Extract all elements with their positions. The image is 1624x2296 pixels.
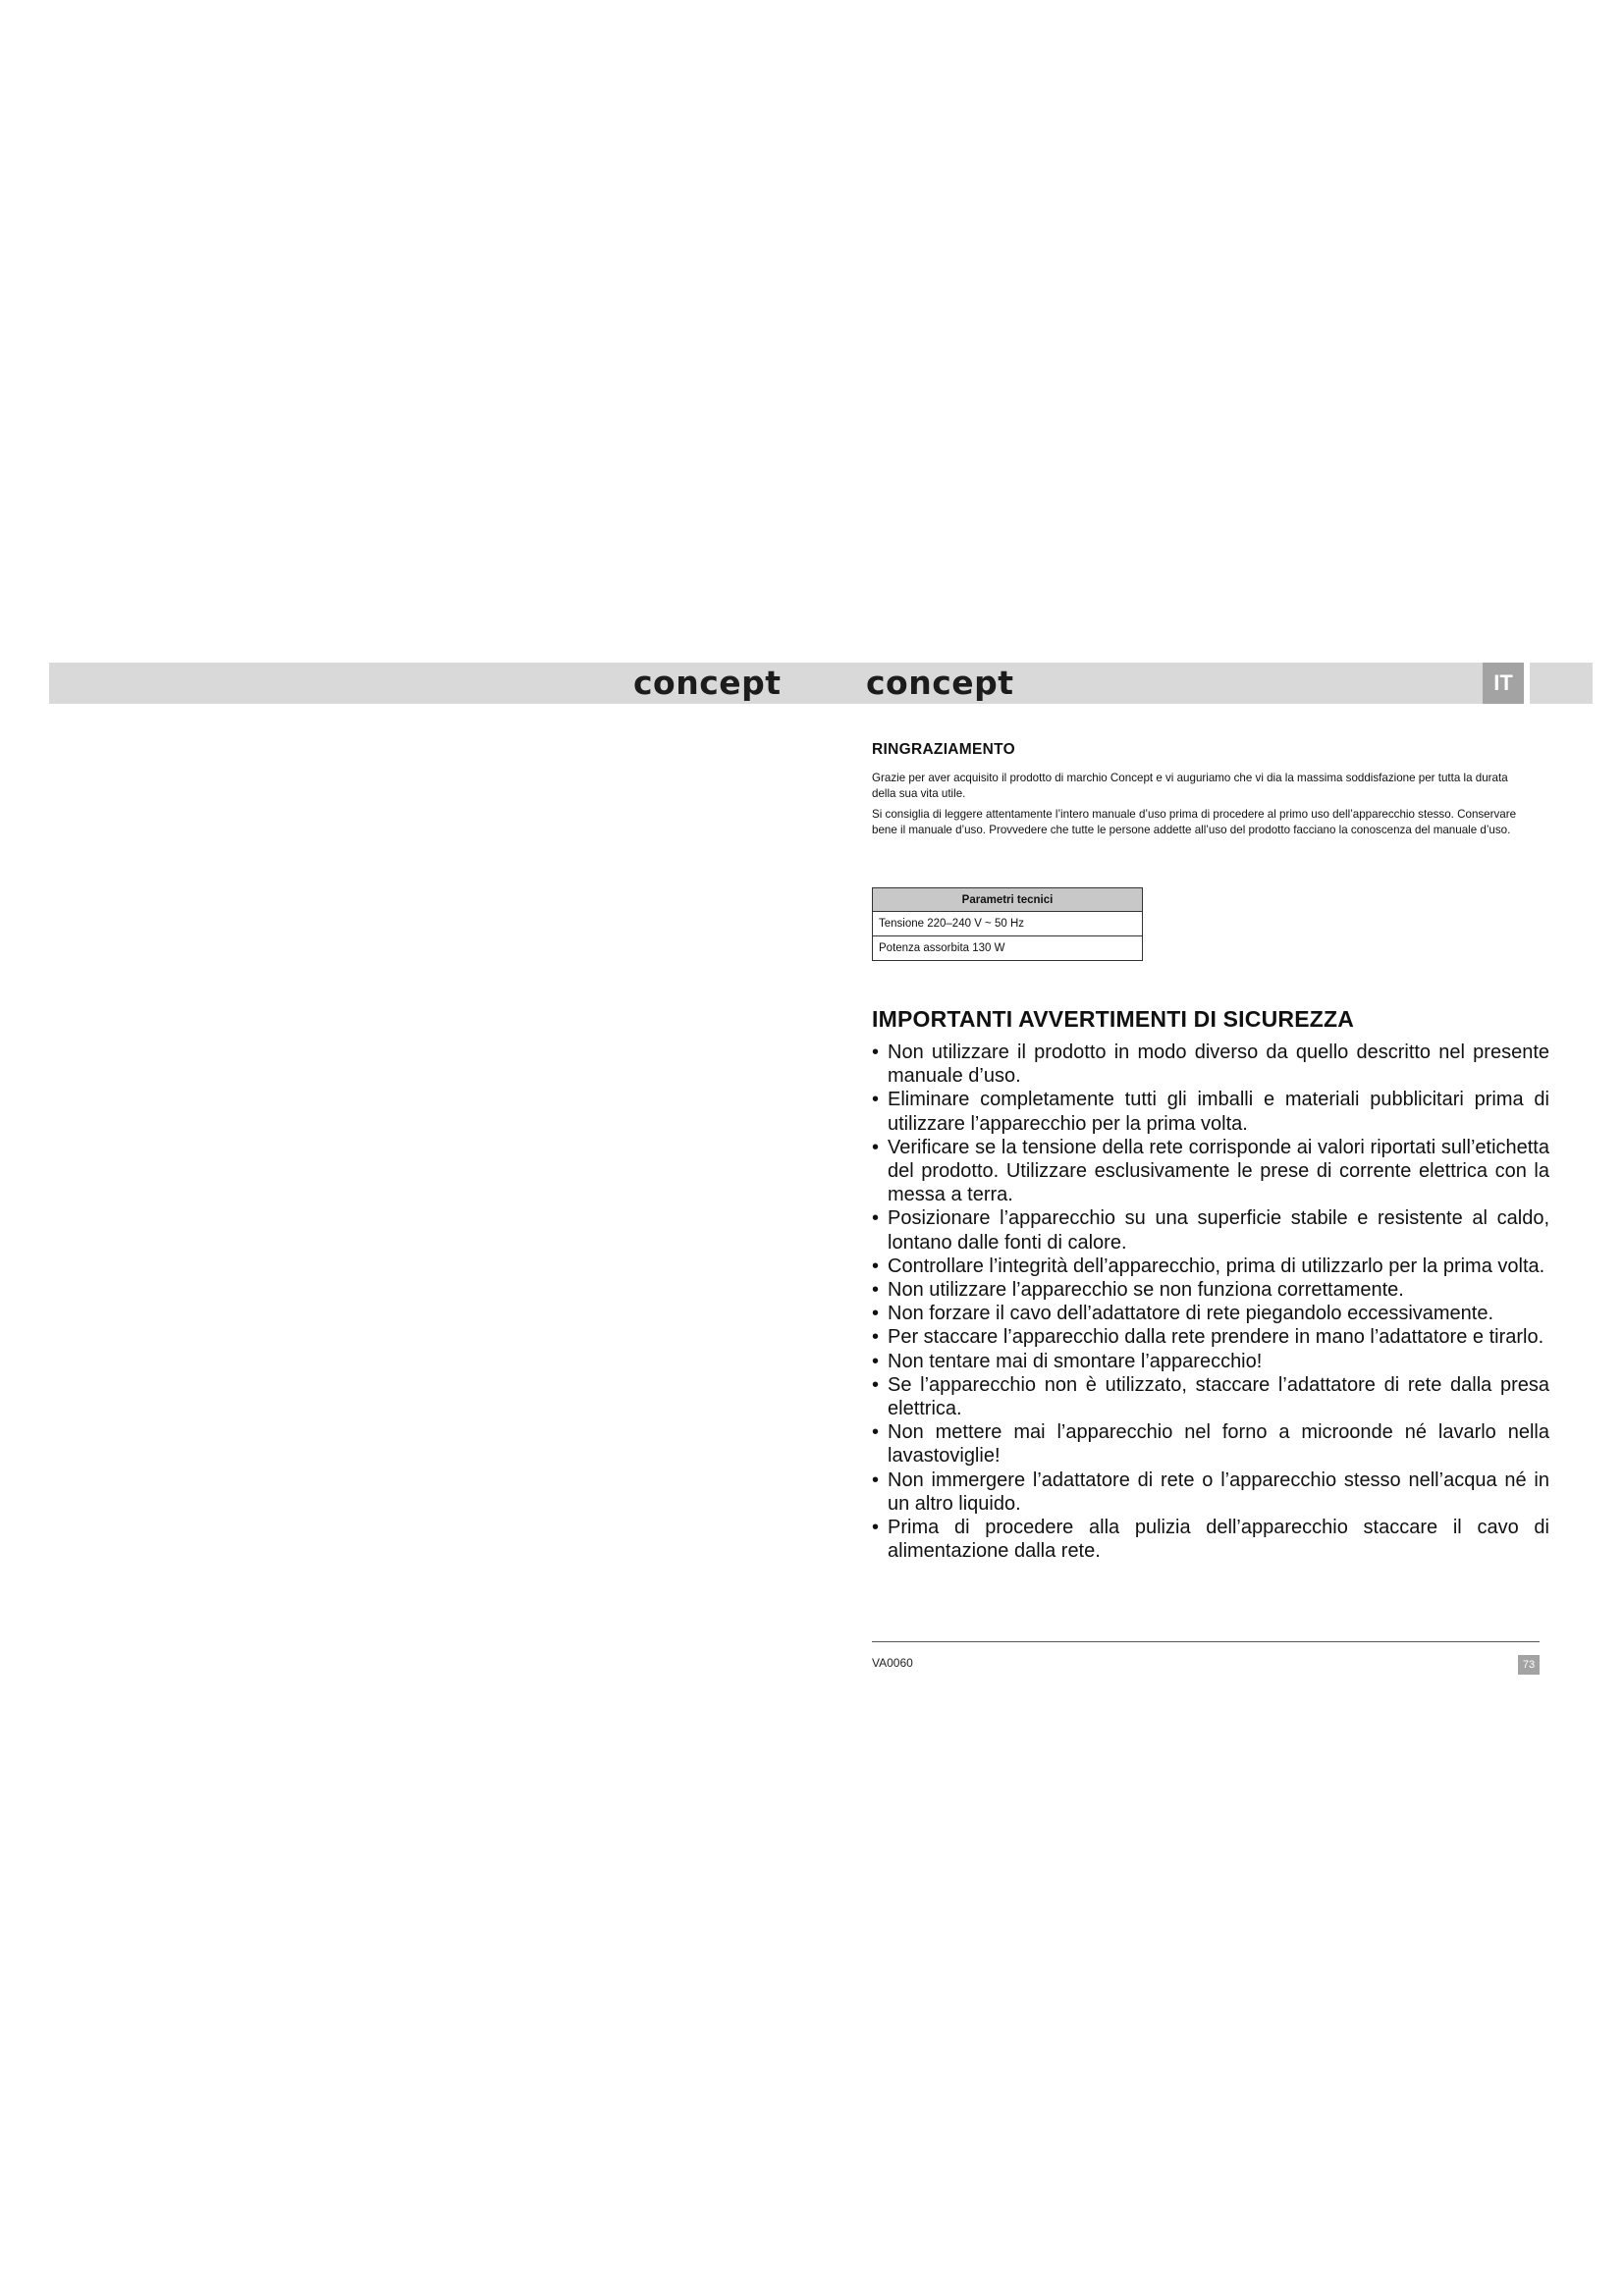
bullet-icon: • (872, 1373, 880, 1396)
table-header: Parametri tecnici (873, 888, 1143, 912)
safety-warning-text: Verificare se la tensione della rete corrisponde ai valori riportati sull’etichetta del prodotto. Utilizzare esclusivamente le prese di corrente elettrica con la messa a terra. (888, 1136, 1549, 1206)
table-row (873, 912, 1143, 936)
intro-paragraph: Si consiglia di leggere attentamente l’intero manuale d’uso prima di procedere al primo uso dell’apparecchio stesso. Conservare bene il manuale d’uso. Provvedere che tutte le persone addette all’uso del prodotto facciano la conoscenza del manuale d’uso. (872, 807, 1517, 837)
bullet-icon: • (872, 1207, 880, 1230)
bullet-icon: • (872, 1468, 880, 1491)
safety-warning-item (872, 1255, 1549, 1278)
bullet-icon: • (872, 1421, 880, 1444)
safety-warning-item (872, 1325, 1549, 1349)
safety-warning-text: Non tentare mai di smontare l’apparecchio! (888, 1350, 1263, 1372)
safety-warning-text: Se l’apparecchio non è utilizzato, staccare l’adattatore di rete dalla presa elettrica. (888, 1373, 1549, 1420)
footer-divider (872, 1641, 1540, 1642)
bullet-icon: • (872, 1303, 880, 1325)
safety-warning-item (872, 1516, 1549, 1563)
bullet-icon: • (872, 1350, 880, 1372)
safety-warnings-list (872, 1041, 1549, 1563)
table-cell: Tensione 220–240 V ~ 50 Hz (873, 912, 1143, 936)
intro-paragraph: Grazie per aver acquisito il prodotto di marchio Concept e vi auguriamo che vi dia la massima soddisfazione per tutta la durata della sua vita utile. (872, 772, 1508, 801)
safety-warning-item (872, 1278, 1549, 1302)
safety-warning-item (872, 1420, 1549, 1468)
safety-warning-text: Non mettere mai l’apparecchio nel forno a microonde né lavarlo nella lavastoviglie! (888, 1421, 1549, 1468)
bullet-icon: • (872, 1041, 880, 1063)
bullet-icon: • (872, 1089, 880, 1111)
table-header-row (873, 888, 1143, 912)
bullet-icon: • (872, 1326, 880, 1349)
safety-warning-item (872, 1373, 1549, 1420)
safety-warning-item (872, 1088, 1549, 1135)
safety-warning-text: Non immergere l’adattatore di rete o l’apparecchio stesso nell’acqua né in un altro liquido. (888, 1468, 1549, 1515)
safety-warning-item (872, 1206, 1549, 1254)
safety-warning-text: Prima di procedere alla pulizia dell’apparecchio staccare il cavo di alimentazione dalla rete. (888, 1517, 1549, 1563)
safety-warning-item (872, 1468, 1549, 1516)
bullet-icon: • (872, 1136, 880, 1158)
intro-text (872, 771, 1532, 843)
table-cell: Potenza assorbita 130 W (873, 936, 1143, 961)
language-badge: IT (1483, 663, 1524, 704)
safety-warning-item (872, 1136, 1549, 1207)
bullet-icon: • (872, 1255, 880, 1277)
safety-warning-text: Non forzare il cavo dell’adattatore di rete piegandolo eccessivamente. (888, 1303, 1494, 1325)
page-number: 73 (1518, 1655, 1540, 1675)
safety-warning-item (872, 1302, 1549, 1325)
safety-warning-text: Non utilizzare l’apparecchio se non funziona correttamente. (888, 1279, 1404, 1302)
technical-parameters-table (872, 887, 1143, 961)
safety-warning-text: Eliminare completamente tutti gli imballi e materiali pubblicitari prima di utilizzare l’apparecchio per la prima volta. (888, 1089, 1549, 1135)
safety-warning-text: Per staccare l’apparecchio dalla rete prendere in mano l’adattatore e tirarlo. (888, 1326, 1544, 1349)
brand-logo-left: concept (633, 664, 782, 702)
header-divider (1524, 663, 1530, 704)
table-row (873, 936, 1143, 961)
intro-heading: RINGRAZIAMENTO (872, 741, 1015, 758)
safety-warning-text: Non utilizzare il prodotto in modo diverso da quello descritto nel presente manuale d’uso. (888, 1041, 1549, 1088)
bullet-icon: • (872, 1517, 880, 1539)
safety-warning-text: Controllare l’integrità dell’apparecchio, prima di utilizzarlo per la prima volta. (888, 1255, 1545, 1277)
safety-heading: IMPORTANTI AVVERTIMENTI DI SICUREZZA (872, 1006, 1355, 1032)
safety-warning-text: Posizionare l’apparecchio su una superficie stabile e resistente al caldo, lontano dalle fonti di calore. (888, 1207, 1549, 1254)
bullet-icon: • (872, 1279, 880, 1302)
safety-warning-item (872, 1350, 1549, 1373)
header-band (49, 663, 1593, 704)
brand-logo-right: concept (866, 664, 1014, 702)
model-code: VA0060 (872, 1656, 913, 1670)
safety-warning-item (872, 1041, 1549, 1088)
